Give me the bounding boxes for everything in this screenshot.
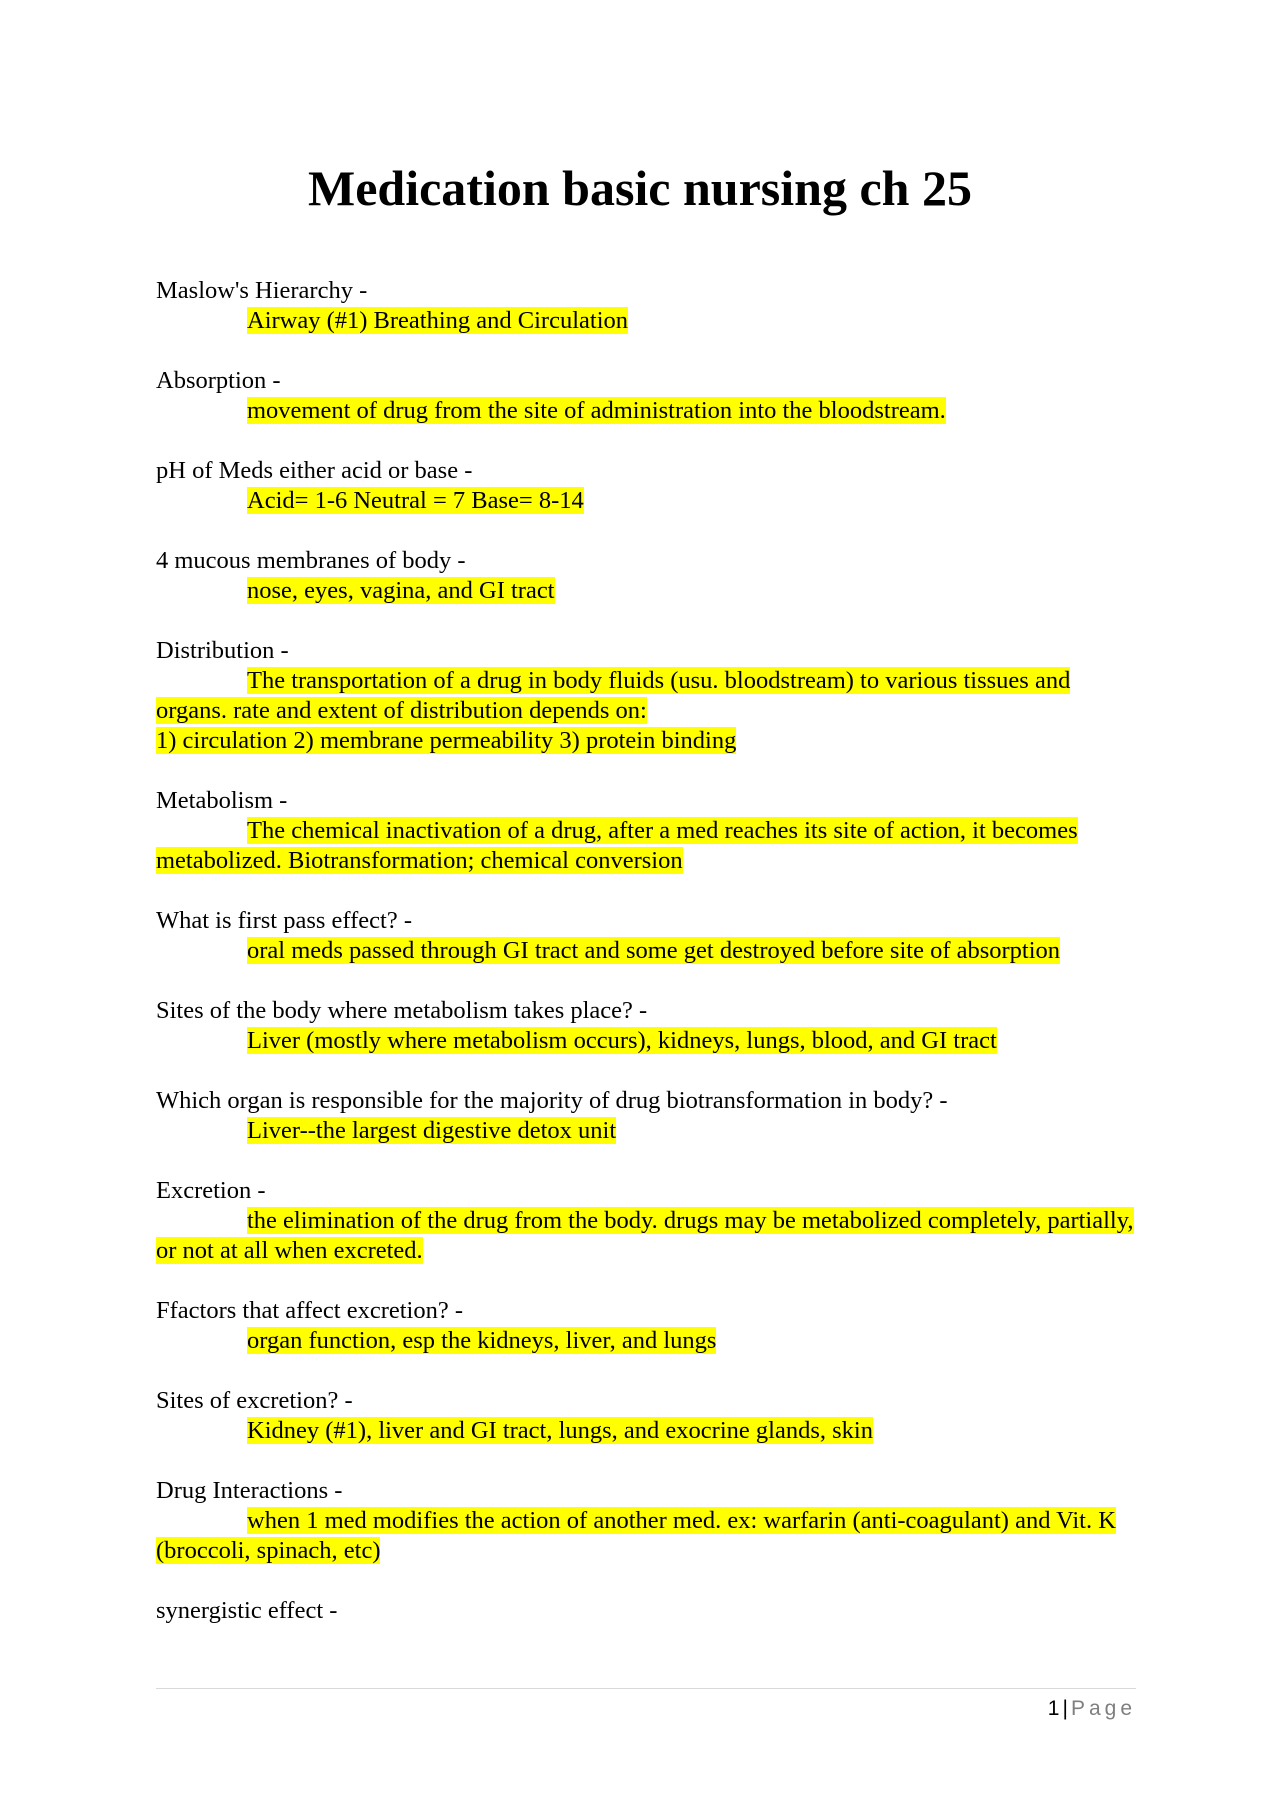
document-body <box>156 276 1136 1656</box>
highlighted-text: Kidney (#1), liver and GI tract, lungs, and exocrine glands, skin <box>247 1417 873 1444</box>
entry-definition <box>156 1326 1136 1356</box>
highlighted-text: The chemical inactivation of a drug, after a med reaches its site of action, it becomes metabolized. Biotransformation; chemical conversion <box>156 817 1078 874</box>
entry-definition <box>156 1506 1136 1566</box>
entry-definition <box>156 1026 1136 1056</box>
entry-term: Drug Interactions - <box>156 1477 343 1504</box>
entry-term: synergistic effect - <box>156 1597 338 1624</box>
highlighted-text: the elimination of the drug from the body. drugs may be metabolized completely, partially, or not at all when excreted. <box>156 1207 1134 1264</box>
entry-term: Sites of the body where metabolism takes place? - <box>156 997 648 1024</box>
entry-excretion-sites <box>156 1386 1136 1446</box>
entry-absorption <box>156 366 1136 426</box>
page-label: Page <box>1070 1697 1136 1720</box>
entry-term: Metabolism - <box>156 787 288 814</box>
page-footer <box>900 1694 1136 1724</box>
entry-definition <box>156 666 1136 756</box>
highlighted-text: movement of drug from the site of administration into the bloodstream. <box>247 397 946 424</box>
footer-separator: | <box>1062 1697 1068 1720</box>
highlighted-text: Acid= 1-6 Neutral = 7 Base= 8-14 <box>247 487 584 514</box>
entry-synergistic-effect <box>156 1596 1136 1626</box>
entry-term: 4 mucous membranes of body - <box>156 547 466 574</box>
highlighted-text: The transportation of a drug in body fluids (usu. bloodstream) to various tissues and organs. rate and extent of distribution depends on: <box>156 667 1071 724</box>
highlighted-text: nose, eyes, vagina, and GI tract <box>247 577 555 604</box>
entry-definition <box>156 816 1136 876</box>
entry-term: Maslow's Hierarchy - <box>156 277 368 304</box>
highlighted-text: when 1 med modifies the action of another med. ex: warfarin (anti-coagulant) and Vit. K (broccoli, spinach, etc) <box>156 1507 1116 1564</box>
entry-term: Excretion - <box>156 1177 266 1204</box>
entry-drug-interactions <box>156 1476 1136 1566</box>
highlighted-text: 1) circulation 2) membrane permeability 3) protein binding <box>156 727 737 754</box>
entry-excretion <box>156 1176 1136 1266</box>
footer-divider <box>156 1688 1136 1689</box>
highlighted-text: Liver (mostly where metabolism occurs), kidneys, lungs, blood, and GI tract <box>247 1027 997 1054</box>
entry-definition <box>156 396 1136 426</box>
entry-term: Which organ is responsible for the majority of drug biotransformation in body? - <box>156 1087 948 1114</box>
entry-distribution <box>156 636 1136 756</box>
entry-term: Absorption - <box>156 367 281 394</box>
entry-term: Sites of excretion? - <box>156 1387 353 1414</box>
entry-maslows-hierarchy <box>156 276 1136 336</box>
entry-definition <box>156 936 1136 966</box>
entry-ph-of-meds <box>156 456 1136 516</box>
entry-first-pass-effect <box>156 906 1136 966</box>
entry-definition <box>156 576 1136 606</box>
entry-mucous-membranes <box>156 546 1136 606</box>
entry-definition <box>156 1416 1136 1446</box>
entry-biotransformation-organ <box>156 1086 1136 1146</box>
entry-term: Ffactors that affect excretion? - <box>156 1297 464 1324</box>
highlighted-text: oral meds passed through GI tract and some get destroyed before site of absorption <box>247 937 1061 964</box>
entry-definition <box>156 486 1136 516</box>
entry-excretion-factors <box>156 1296 1136 1356</box>
entry-metabolism-sites <box>156 996 1136 1056</box>
highlighted-text: organ function, esp the kidneys, liver, and lungs <box>247 1327 717 1354</box>
entry-term: What is first pass effect? - <box>156 907 413 934</box>
highlighted-text: Airway (#1) Breathing and Circulation <box>247 307 629 334</box>
entry-term: Distribution - <box>156 637 289 664</box>
document-title: Medication basic nursing ch 25 <box>308 160 972 216</box>
highlighted-text: Liver--the largest digestive detox unit <box>247 1117 617 1144</box>
entry-definition <box>156 306 1136 336</box>
page-number: 1 <box>1047 1697 1060 1720</box>
entry-term: pH of Meds either acid or base - <box>156 457 473 484</box>
entry-definition <box>156 1206 1136 1266</box>
entry-definition <box>156 1116 1136 1146</box>
entry-metabolism <box>156 786 1136 876</box>
